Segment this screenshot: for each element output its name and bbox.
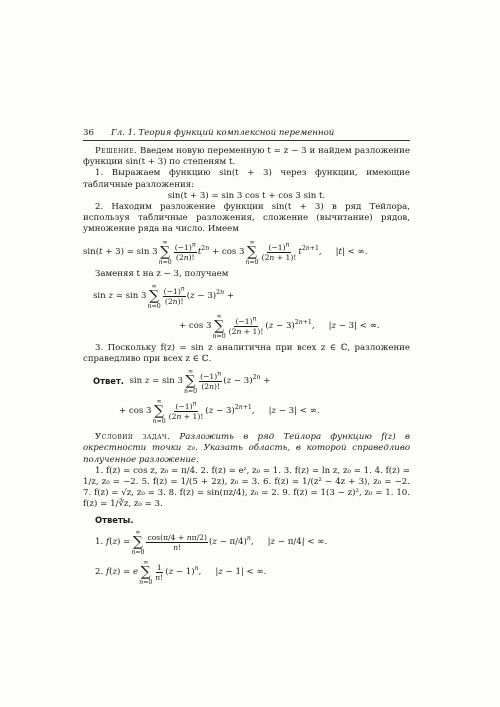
answer-label: Ответ. [93, 376, 124, 387]
problem-conditions [83, 432, 410, 466]
step-2: 2. Находим разложение функции sin(t + 3) в ряд Тейлора, используя табличные разложения, сложение (вычитание) рядов, умножение ряда на число. Имеем [83, 202, 410, 235]
replace-text: Заменяя t на z − 3, получаем [95, 268, 229, 279]
page-number: 36 [83, 128, 94, 138]
step-1: 1. Выражаем функцию sin(t + 3) через функции, имеющие табличные разложения: [83, 168, 410, 190]
formula-taylor-z-1: sin z = sin 3 ∞ ∑ n=0 $\frac{(-1)^n}{(2n)!}$ $(z - 3)^{2n}$ + [93, 282, 235, 310]
answer-2: 2. f(z) = e ∞ ∑ n=0 $\frac{1}{n!}$ $(z - 1)^n$, |z − 1| < ∞. [95, 558, 267, 586]
conditions-label: Условия задач. [95, 432, 171, 443]
answers-label: Ответы. [95, 514, 134, 525]
formula-taylor-t: sin(t + 3) = sin 3 ∞ ∑ n=0 $\frac{(-1)^n}{(2n)!}$ $t^{2n} + \cos 3$ ∞ ∑ n=0 $\frac{(-1)^n}{(2n + 1)!}$ $t^{2n+1}$, |t| < ∞. [83, 238, 368, 266]
page-content [83, 146, 410, 589]
answer-1: 1. f(z) = ∞ ∑ n=0 $\frac{\cos(\pi/4 + n\pi/2)}{n!}$ $(z - \pi/4)^n$, |z − π/4| < ∞. [95, 528, 328, 556]
solution-label: Решение. [95, 146, 138, 156]
running-header [83, 128, 410, 141]
answer-formula-2: + cos 3 ∞ ∑ n=0 $\frac{(-1)^n}{(2n + 1)!}$ $(z - 3)^{2n+1}$, |z − 3| < ∞. [119, 398, 320, 426]
chapter-title: Гл. 1. Теория функций комплексной переменной [111, 128, 335, 138]
answer-formula-1: Ответ. sin z = sin 3 ∞ ∑ n=0 $\frac{(-1)^n}{(2n)!}$ $(z - 3)^{2n}$ + [93, 368, 271, 396]
conditions-text: Разложить в ряд Тейлора функцию f(z) в окрестности точки z₀. Указать область, в которой справедливо полученное разложение. [83, 432, 410, 465]
formula-1: sin(t + 3) = sin 3 cos t + cos 3 sin t. [167, 190, 326, 201]
problem-list: 1. f(z) = cos z, z₀ = π/4. 2. f(z) = eᶻ, z₀ = 1. 3. f(z) = ln z, z₀ = 1. 4. f(z) = 1/z, z₀ = −2. 5. f(z) = 1/(5 + 2z), z₀ = 3. 6. f(z) = 1/(z² − 4z + 3), z₀ = −2. 7. f(z) = √z, z₀ = 3. 8. f(z) = sin(πz/4), z₀ = 2. 9. f(z) = 1(3 − z)², z₀ = 1. 10. f(z) = 1/∛z, z₀ = 3. [83, 465, 410, 510]
solution-intro-text: Введем новую переменную t = z − 3 и найдем разложение функции sin(t + 3) по степеням t. [83, 146, 410, 168]
solution-intro [83, 146, 410, 168]
step-3: 3. Поскольку f(z) = sin z аналитична при всех z ∈ ℂ, разложение справедливо при всех z ∈ ℂ. [83, 342, 410, 365]
formula-taylor-z-2: + cos 3 ∞ ∑ n=0 $\frac{(-1)^n}{(2n + 1)!}$ $(z - 3)^{2n+1}$, |z − 3| < ∞. [179, 312, 380, 340]
